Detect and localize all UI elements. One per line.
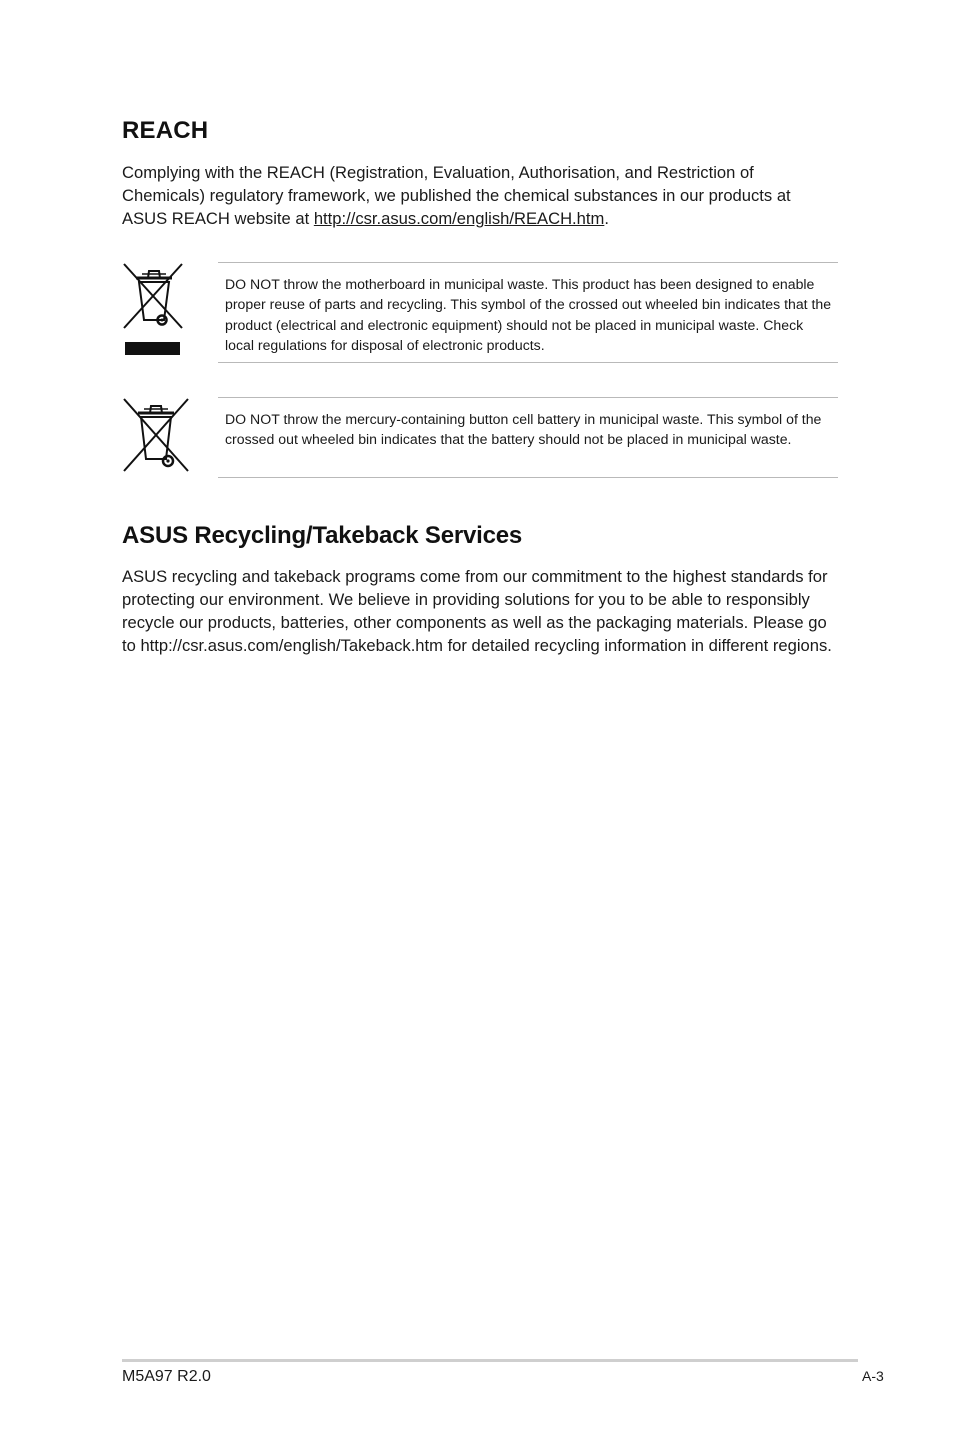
footer-model-name: M5A97 R2.0 xyxy=(122,1368,211,1385)
reach-paragraph-end: . xyxy=(604,209,609,228)
recycling-paragraph: ASUS recycling and takeback programs come from our commitment to the highest standards for protecting our environment. We believe in providing solutions for you to be able to responsibly recycle our products, batteries, other components as well as the packaging materials. Please go to http://csr.asus.com/english/Takeback.htm for detailed recycling information in different regions. xyxy=(122,567,832,655)
crossed-out-wheeled-bin-icon xyxy=(122,397,192,473)
footer-page-number: A-3 xyxy=(862,1368,884,1384)
battery-disposal-note xyxy=(218,397,838,478)
reach-paragraph-text: Complying with the REACH (Registration, Evaluation, Authorisation, and Restriction of Chemicals) regulatory framework, we published the chemical substances in our products at ASUS REACH website at xyxy=(122,163,791,228)
reach-website-link[interactable]: http://csr.asus.com/english/REACH.htm xyxy=(313,209,605,228)
reach-heading: REACH xyxy=(122,117,209,144)
reach-paragraph xyxy=(122,161,838,230)
recycling-heading: ASUS Recycling/Takeback Services xyxy=(122,522,523,549)
note-text: DO NOT throw the motherboard in municipal waste. This product has been designed to enable proper reuse of parts and recycling. This symbol of the crossed out wheeled bin indicates that the product (electrical and electronic equipment) should not be placed in municipal waste. Check local regulations for disposal of electronic products. xyxy=(225,276,832,353)
bin-underline-bar xyxy=(125,342,180,355)
footer-divider xyxy=(122,1359,858,1362)
crossed-out-wheeled-bin-icon xyxy=(122,262,186,332)
motherboard-disposal-note xyxy=(218,262,838,363)
note-text: DO NOT throw the mercury-containing button cell battery in municipal waste. This symbol of the crossed out wheeled bin indicates that the battery should not be placed in municipal waste. xyxy=(225,411,822,448)
